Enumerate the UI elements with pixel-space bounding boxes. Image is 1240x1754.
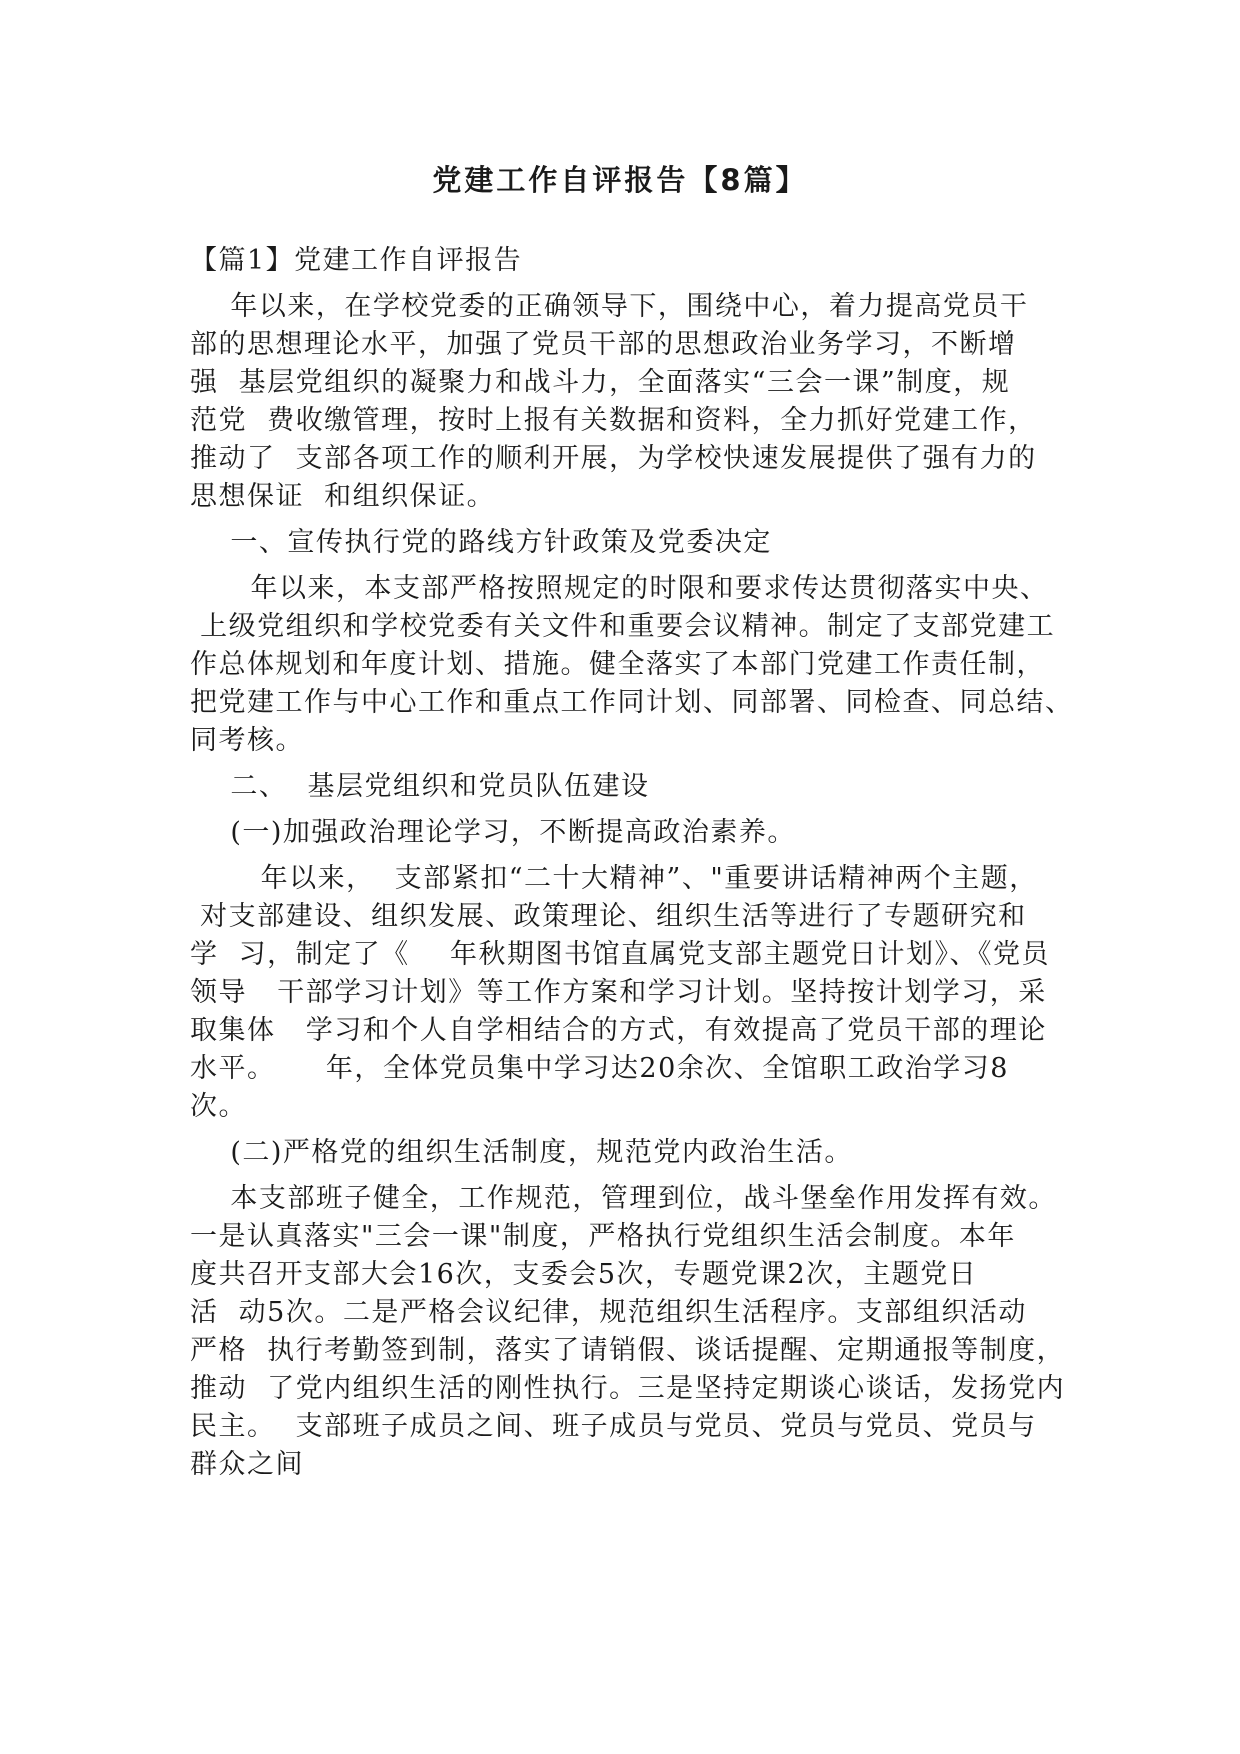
text-line: 作总体规划和年度计划、措施。健全落实了本部门党建工作责任制， (190, 649, 1045, 680)
text-line: 群众之间 (190, 1449, 304, 1480)
text-line: 领导 干部学习计划》等工作方案和学习计划。坚持按计划学习，采 (190, 977, 1047, 1008)
text-line: 度共召开支部大会16次，支委会5次，专题党课2次，主题党日 (190, 1259, 978, 1290)
text-line: 【篇1】党建工作自评报告 (190, 245, 523, 276)
paragraph-intro (190, 288, 1060, 516)
text-line: 次。 (190, 1091, 247, 1122)
text-line: 一、宣传执行党的路线方针政策及党委决定 (190, 527, 772, 558)
text-line: 民主。 支部班子成员之间、班子成员与党员、党员与党员、党员与 (190, 1411, 1037, 1442)
text-line: 学 习，制定了《 年秋期图书馆直属党支部主题党日计划》、《党员 (190, 939, 1050, 970)
paragraph-section-heading (190, 242, 1060, 280)
subheading-two-one (190, 814, 1060, 852)
text-line: 年以来，本支部严格按照规定的时限和要求传达贯彻落实中央、 (190, 573, 1049, 604)
heading-one (190, 524, 1060, 562)
text-line: 对支部建设、组织发展、政策理论、组织生活等进行了专题研究和 (190, 901, 1027, 932)
text-line: 同考核。 (190, 725, 304, 756)
text-line: (二)严格党的组织生活制度，规范党内政治生活。 (190, 1137, 853, 1168)
text-line: 思想保证 和组织保证。 (190, 481, 496, 512)
paragraph-one (190, 570, 1074, 760)
text-line: 强 基层党组织的凝聚力和战斗力，全面落实“三会一课”制度，规 (190, 367, 1011, 398)
text-line: 本支部班子健全，工作规范，管理到位，战斗堡垒作用发挥有效。 (190, 1183, 1057, 1214)
text-line: 部的思想理论水平，加强了党员干部的思想政治业务学习，不断增 (190, 329, 1017, 360)
document-title: 党建工作自评报告【8篇】 (432, 163, 808, 197)
text-line: 上级党组织和学校党委有关文件和重要会议精神。制定了支部党建工 (190, 611, 1056, 642)
text-line: (一)加强政治理论学习，不断提高政治素养。 (190, 817, 796, 848)
heading-two (190, 768, 1060, 806)
text-line: 一是认真落实"三会一课"制度，严格执行党组织生活会制度。本年 (190, 1221, 1016, 1252)
text-line: 年以来，在学校党委的正确领导下，围绕中心，着力提高党员干 (190, 291, 1029, 322)
text-line: 二、 基层党组织和党员队伍建设 (190, 771, 650, 802)
paragraph-two-one (190, 860, 1060, 1126)
text-line: 严格 执行考勤签到制，落实了请销假、谈话提醒、定期通报等制度， (190, 1335, 1066, 1366)
text-line: 水平。 年，全体党员集中学习达20余次、全馆职工政治学习8 (190, 1053, 1009, 1084)
text-line: 推动 了党内组织生活的刚性执行。三是坚持定期谈心谈话，发扬党内 (190, 1373, 1066, 1404)
text-line: 推动了 支部各项工作的顺利开展，为学校快速发展提供了强有力的 (190, 443, 1037, 474)
subheading-two-two (190, 1134, 1060, 1172)
text-line: 范党 费收缴管理，按时上报有关数据和资料，全力抓好党建工作， (190, 405, 1037, 436)
text-line: 把党建工作与中心工作和重点工作同计划、同部署、同检查、同总结、 (190, 687, 1074, 718)
paragraph-two-two (190, 1180, 1066, 1484)
text-line: 年以来， 支部紧扣“二十大精神”、"重要讲话精神两个主题， (190, 863, 1038, 894)
document-body (190, 242, 1074, 1484)
text-line: 取集体 学习和个人自学相结合的方式，有效提高了党员干部的理论 (190, 1015, 1047, 1046)
text-line: 活 动5次。二是严格会议纪律，规范组织生活程序。支部组织活动 (190, 1297, 1027, 1328)
